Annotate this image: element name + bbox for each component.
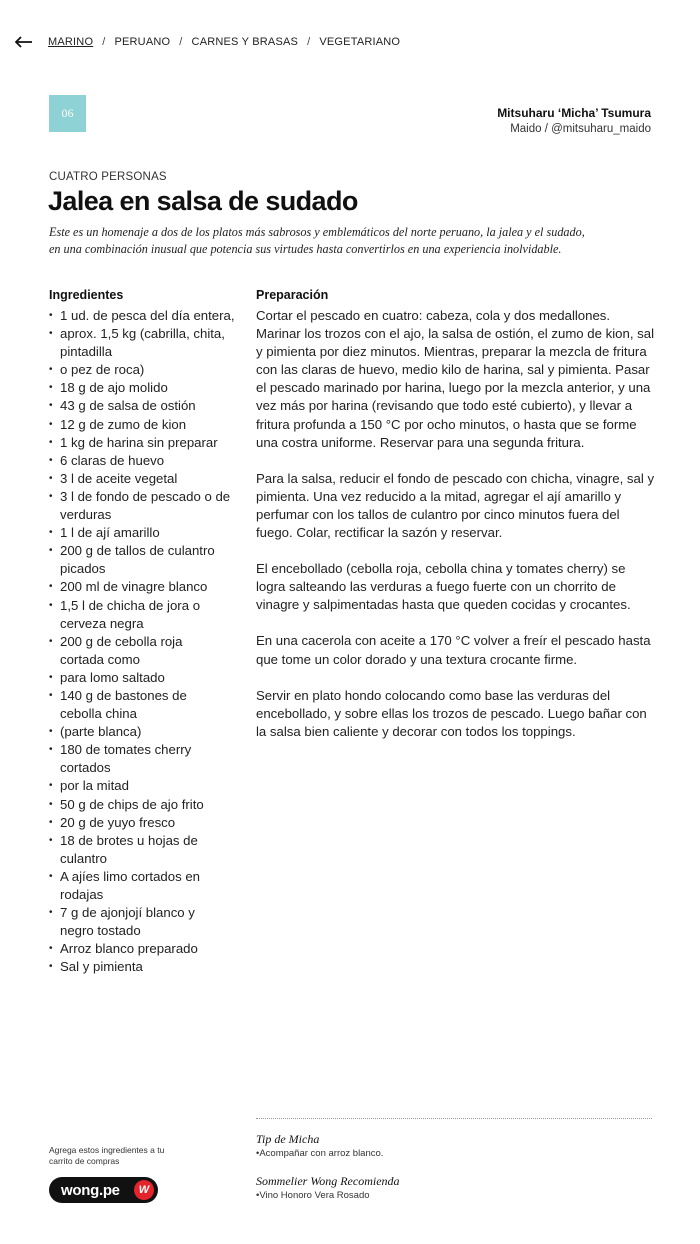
- ingredient-item: culantro: [60, 850, 107, 866]
- category-marino[interactable]: MARINO: [48, 36, 94, 48]
- preparation-step: Cortar el pescado en cuatro: cabeza, cola y dos medallones. Marinar los trozos con el ajo, la salsa de ostión, el zumo de kion, sal y pimienta por diez minutos. Mientras, preparar la mezcla de fritura con las claras de huevo, medio kilo de harina, sal y pimienta. Pasar el pescado marinado por harina, luego por la mezcla anterior, y una vez más por harina (revisando que todo esté cubierto), y llevar a fritura profunda a 150 °C por ocho minutos, o hasta que se forme una costra uniforme. Reservar para una segunda fritura.: [256, 308, 655, 450]
- store-label: wong.pe: [61, 1181, 120, 1199]
- ingredient-item: • 3 l de aceite vegetal: [49, 470, 244, 488]
- ingredient-item: • 1 kg de harina sin preparar: [49, 434, 244, 452]
- preparation-step: En una cacerola con aceite a 170 °C volver a freír el pescado hasta que tome un color dorado y una textura crocante firme.: [256, 633, 651, 667]
- ingredient-item: • para lomo saltado: [49, 669, 244, 687]
- category-carnes-y-brasas[interactable]: CARNES Y BRASAS: [191, 36, 299, 48]
- ingredient-item: cebolla china: [60, 706, 137, 722]
- crumb-separator: /: [102, 36, 106, 48]
- ingredient-item: cerveza negra: [60, 615, 144, 631]
- ingredient-item: • aprox. 1,5 kg (cabrilla, chita,: [49, 325, 244, 343]
- preparation-step: El encebollado (cebolla roja, cebolla china y tomates cherry) se logra salteando las verduras a fuego fuerte con un chorrito de vinagre y salpimentadas hasta que queden cocidas y crocantes.: [256, 561, 631, 613]
- ingredient-item: • 12 g de zumo de kion: [49, 416, 244, 434]
- ingredient-item: • o pez de roca): [49, 361, 244, 379]
- intro-line: Este es un homenaje a dos de los platos más sabrosos y emblemáticos del norte peruano, la jalea y el sudado,: [49, 225, 585, 239]
- intro-line: en una combinación inusual que potencia sus virtudes hasta convertirlos en una experiencia inolvidable.: [49, 241, 562, 256]
- wong-logo-icon: W: [134, 1180, 154, 1200]
- preparation-step: Para la salsa, reducir el fondo de pescado con chicha, vinagre, sal y pimienta. Una vez reducido a la mitad, agregar el ají amarillo y perfumar con los tallos de culantro por cinco minutos fuera del fuego. Colar, rectificar la sazón y reservar.: [256, 470, 655, 541]
- category-breadcrumb: [48, 36, 400, 48]
- ingredient-item: negro tostado: [60, 923, 141, 939]
- wong-store-button[interactable]: [49, 1177, 158, 1203]
- category-peruano[interactable]: PERUANO: [114, 36, 171, 48]
- sommelier-title: Sommelier Wong Recomienda: [256, 1174, 400, 1188]
- ingredient-item: • 7 g de ajonjojí blanco y: [49, 904, 244, 922]
- ingredient-item: verduras: [60, 507, 112, 523]
- tips-section: [256, 1132, 556, 1216]
- ingredient-item: picados: [60, 561, 106, 577]
- recipe-number-badge: 06: [49, 95, 86, 132]
- ingredients-heading: Ingredientes: [49, 288, 124, 302]
- ingredient-item: • 18 g de ajo molido: [49, 379, 244, 397]
- ingredient-item: • 6 claras de huevo: [49, 452, 244, 470]
- ingredient-item: • 43 g de salsa de ostión: [49, 397, 244, 415]
- ingredient-item: rodajas: [60, 887, 104, 902]
- ingredients-section: [49, 286, 244, 976]
- ingredient-item: • 20 g de yuyo fresco: [49, 814, 244, 832]
- ingredient-item: cortados: [60, 760, 111, 776]
- ingredient-item: • 200 ml de vinagre blanco: [49, 578, 244, 596]
- ingredient-item: cortada como: [60, 651, 140, 667]
- ingredient-item: • 200 g de tallos de culantro: [49, 542, 244, 560]
- preparation-heading: Preparación: [256, 288, 329, 302]
- crumb-separator: /: [307, 36, 311, 48]
- tip-title: Tip de Micha: [256, 1132, 320, 1146]
- chef-handle: Maido / @mitsuharu_maido: [510, 123, 651, 135]
- sommelier-text: •Vino Honoro Vera Rosado: [256, 1190, 370, 1201]
- recipe-intro: [49, 224, 649, 257]
- servings-label: CUATRO PERSONAS: [49, 171, 167, 183]
- ingredient-item: • por la mitad: [49, 777, 244, 795]
- chef-name: Mitsuharu ‘Micha’ Tsumura: [497, 106, 651, 120]
- ingredient-item: • Arroz blanco preparado: [49, 940, 244, 958]
- ingredient-item: • 1 ud. de pesca del día entera,: [49, 307, 244, 325]
- ingredients-list: [49, 307, 244, 976]
- ingredient-item: • 18 de brotes u hojas de: [49, 832, 244, 850]
- recipe-title: Jalea en salsa de sudado: [48, 186, 358, 216]
- ingredient-item: • (parte blanca): [49, 723, 244, 741]
- ingredient-item: • 3 l de fondo de pescado o de: [49, 488, 244, 506]
- ingredient-item: • Sal y pimienta: [49, 958, 244, 976]
- ingredient-item: • 140 g de bastones de: [49, 687, 244, 705]
- ingredient-item: • 1,5 l de chicha de jora o: [49, 597, 244, 615]
- preparation-section: [256, 286, 656, 759]
- chef-info: [497, 105, 651, 137]
- tip-text: •Acompañar con arroz blanco.: [256, 1148, 384, 1159]
- ingredient-item: • 200 g de cebolla roja: [49, 633, 244, 651]
- crumb-separator: /: [179, 36, 183, 48]
- ingredient-item: • A ajíes limo cortados en: [49, 868, 244, 886]
- back-arrow-icon[interactable]: [15, 32, 35, 52]
- footer-divider: [256, 1118, 652, 1119]
- category-vegetariano[interactable]: VEGETARIANO: [319, 36, 401, 48]
- ingredient-item: • 50 g de chips de ajo frito: [49, 796, 244, 814]
- preparation-step: Servir en plato hondo colocando como base las verduras del encebollado, y sobre ellas los trozos de pescado. Luego bañar con la salsa bien caliente y decorar con todos los toppings.: [256, 687, 647, 739]
- ingredient-item: pintadilla: [60, 344, 113, 360]
- top-nav: [15, 31, 680, 53]
- ingredient-item: • 1 l de ají amarillo: [49, 524, 244, 542]
- cart-prompt: Agrega estos ingredientes a tu carrito de compras: [49, 1145, 165, 1166]
- ingredient-item: • 180 de tomates cherry: [49, 741, 244, 759]
